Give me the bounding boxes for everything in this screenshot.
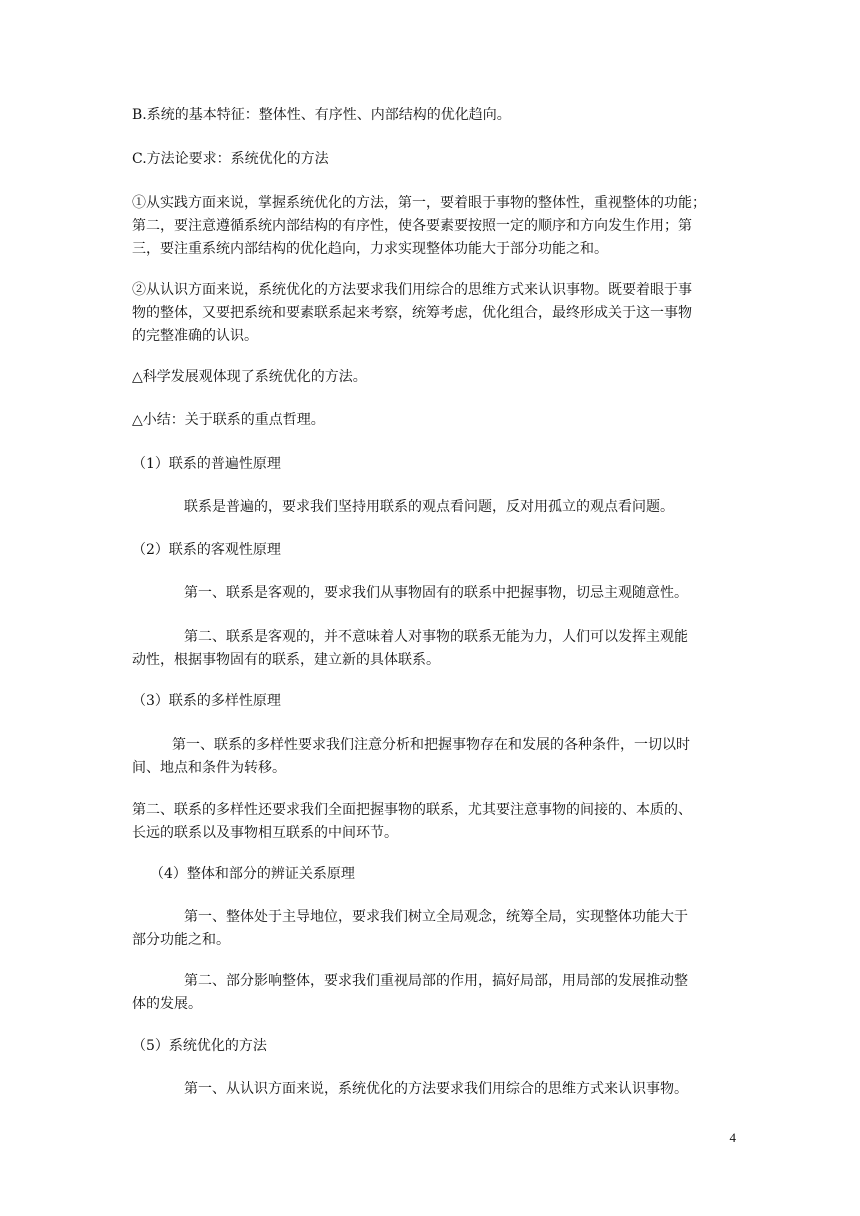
paragraph-objectivity-second: 第二、联系是客观的，并不意味着人对事物的联系无能为力，人们可以发挥主观能 动性，根据事物固有的联系，建立新的具体联系。 xyxy=(132,629,688,668)
page-number: 4 xyxy=(729,1130,736,1145)
heading-diversity: （3）联系的多样性原理 xyxy=(132,693,281,709)
heading-objectivity: （2）联系的客观性原理 xyxy=(132,542,281,558)
paragraph-methodology: C.方法论要求：系统优化的方法 xyxy=(132,151,329,167)
paragraph-objectivity-first: 第一、联系是客观的，要求我们从事物固有的联系中把握事物，切忌主观随意性。 xyxy=(184,585,688,601)
paragraph-whole-first: 第一、整体处于主导地位，要求我们树立全局观念，统筹全局，实现整体功能大于 部分功能之和。 xyxy=(132,909,688,948)
heading-whole-and-part: （4）整体和部分的辨证关系原理 xyxy=(150,866,355,882)
paragraph-summary: △小结：关于联系的重点哲理。 xyxy=(132,412,325,428)
paragraph-scientific-view: △科学发展观体现了系统优化的方法。 xyxy=(132,369,367,385)
paragraph-cognition: ②从认识方面来说，系统优化的方法要求我们用综合的思维方式来认识事物。既要着眼于事 物的整体，又要把系统和要素联系起来考察，统筹考虑，优化组合，最终形成关于这一事物 的完整准确的认识。 xyxy=(132,282,692,344)
heading-system-optimization: （5）系统优化的方法 xyxy=(132,1038,267,1054)
paragraph-practice: ①从实践方面来说，掌握系统优化的方法，第一，要着眼于事物的整体性，重视整体的功能； 第二，要注意遵循系统内部结构的有序性，使各要素要按照一定的顺序和方向发生作用；第 三，要注重系统内部结构的优化趋向，力求实现整体功能大于部分功能之和。 xyxy=(132,195,706,257)
paragraph-system-optimization-first: 第一、从认识方面来说，系统优化的方法要求我们用综合的思维方式来认识事物。 xyxy=(184,1081,688,1097)
paragraph-basic-features: B.系统的基本特征：整体性、有序性、内部结构的优化趋向。 xyxy=(132,107,511,123)
paragraph-universality: 联系是普遍的，要求我们坚持用联系的观点看问题，反对用孤立的观点看问题。 xyxy=(184,499,674,515)
paragraph-diversity-second: 第二、联系的多样性还要求我们全面把握事物的联系，尤其要注意事物的间接的、本质的、 长远的联系以及事物相互联系的中间环节。 xyxy=(132,802,692,841)
heading-universality: （1）联系的普遍性原理 xyxy=(132,456,281,472)
paragraph-diversity-first: 第一、联系的多样性要求我们注意分析和把握事物存在和发展的各种条件，一切以时 间、地点和条件为转移。 xyxy=(132,737,690,776)
paragraph-whole-second: 第二、部分影响整体，要求我们重视局部的作用，搞好局部，用局部的发展推动整 体的发展。 xyxy=(132,973,688,1012)
